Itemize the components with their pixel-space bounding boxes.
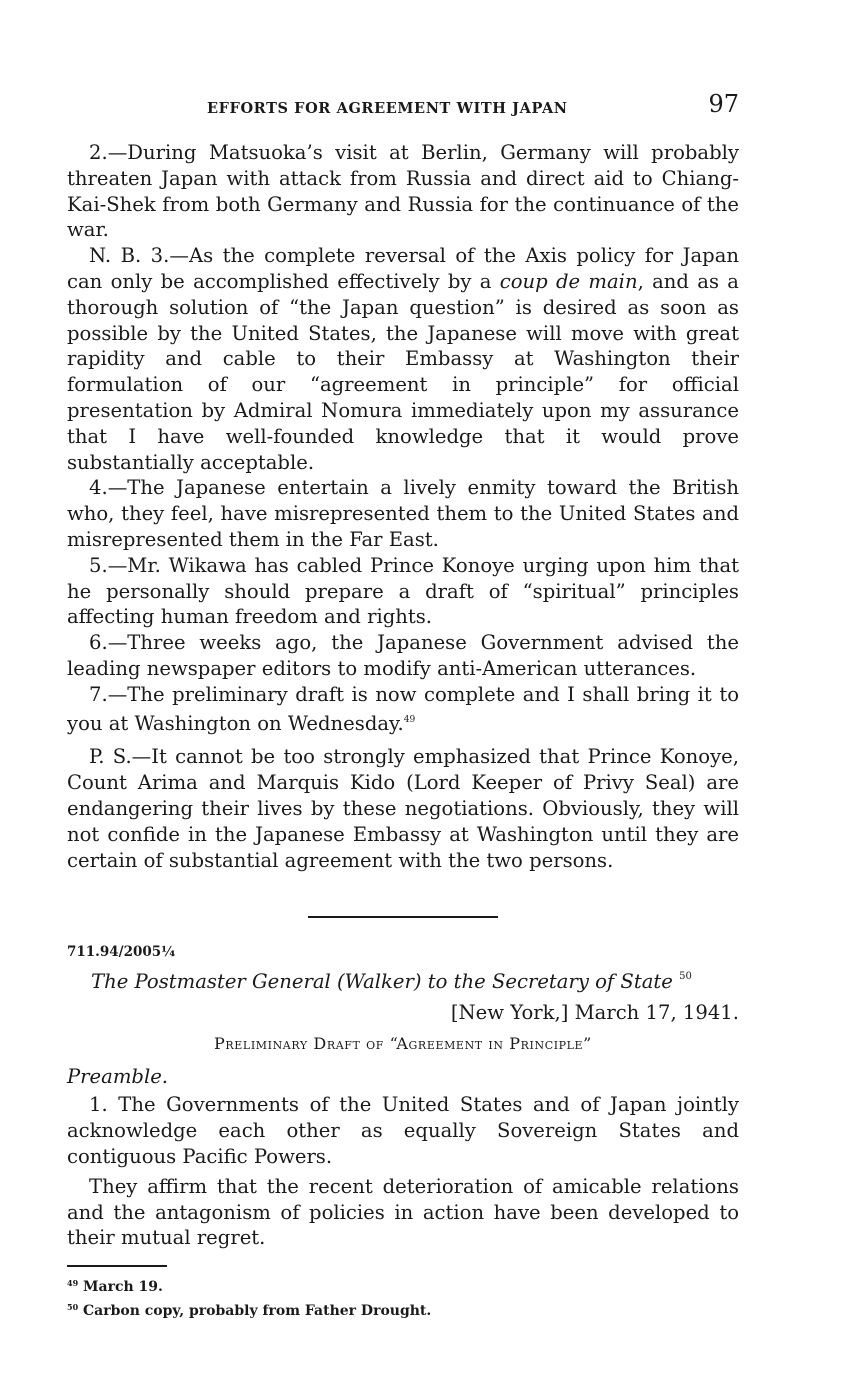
paragraph-4: 4.—The Japanese entertain a lively enmity toward the British who, they feel, have misrepresented them to the United States and misrepresented them in the Far East. (67, 476, 739, 551)
page-header (67, 90, 739, 126)
draft-heading: Preliminary Draft of “Agreement in Principle” (214, 1034, 592, 1054)
paragraph-2: 2.—During Matsuoka’s visit at Berlin, Germany will probably threaten Japan with attack from Russia and direct aid to Chiang-Kai-Shek from both Germany and Russia for the continuance of the war. (67, 141, 739, 242)
footnote-50 (67, 1297, 739, 1321)
draft-body (67, 1092, 739, 1251)
footnote-text: March 19. (83, 1279, 163, 1296)
footnote-text: Carbon copy, probably from Father Drought. (83, 1303, 432, 1320)
file-number: 711.94/2005¼ (67, 944, 176, 961)
paragraph-3-end: , and as a thorough solution of “the Japan question” is desired as soon as possible by the United States, the Japanese will move with great rapidity and cable to their Embassy at Washington their formulation of our “agreement in principle” for official presentation by Admiral Nomura immediately upon my assurance that I have well-founded knowledge that it would prove substantially acceptable. (67, 269, 739, 474)
postscript: P. S.—It cannot be too strongly emphasized that Prince Konoye, Count Arima and Marquis Kido (Lord Keeper of Privy Seal) are endangering their lives by these negotiations. Obviously, they will not confide in the Japanese Embassy at Washington until they are certain of substantial agreement with the two persons. (67, 745, 739, 872)
paragraph-3-italic: coup de main (499, 269, 638, 293)
footnote-divider (67, 1265, 167, 1267)
footnote-mark: 50 (67, 1302, 79, 1313)
document-page (67, 90, 739, 1321)
draft-paragraph-2: They affirm that the recent deterioration of amicable relations and the antagonism of policies in action have been developed to their mutual regret. (67, 1174, 739, 1250)
paragraph-3-start: N. B. 3.—As the complete reversal of the Axis policy for Japan can only be accomplished effectively by a (67, 244, 739, 293)
page-number: 97 (708, 90, 739, 118)
footnote-49 (67, 1273, 739, 1297)
footnote-ref-49: 49 (403, 714, 416, 725)
section-divider (308, 916, 498, 918)
document-title-text: The Postmaster General (Walker) to the Secretary of State (91, 970, 673, 994)
paragraph-7 (67, 682, 739, 737)
paragraph-3 (67, 243, 739, 475)
draft-paragraph-1: 1. The Governments of the United States and of Japan jointly acknowledge each other as equally Sovereign States and contiguous Pacific Powers. (67, 1093, 739, 1168)
preamble-label: Preamble. (67, 1065, 169, 1089)
paragraph-6: 6.—Three weeks ago, the Japanese Government advised the leading newspaper editors to modify anti-American utterances. (67, 631, 739, 680)
document-title (91, 970, 739, 993)
paragraph-7-text: 7.—The preliminary draft is now complete and I shall bring it to you at Washington on Wednesday. (67, 682, 739, 735)
paragraph-5: 5.—Mr. Wikawa has cabled Prince Konoye urging upon him that he personally should prepare a draft of “spiritual” principles affecting human freedom and rights. (67, 553, 739, 629)
footnote-ref-50: 50 (679, 971, 692, 983)
footnotes (67, 1273, 739, 1321)
running-title: EFFORTS FOR AGREEMENT WITH JAPAN (207, 100, 568, 117)
dateline: [New York,] March 17, 1941. (450, 1001, 739, 1025)
footnote-mark: 49 (67, 1278, 79, 1289)
letter-body (67, 140, 739, 873)
